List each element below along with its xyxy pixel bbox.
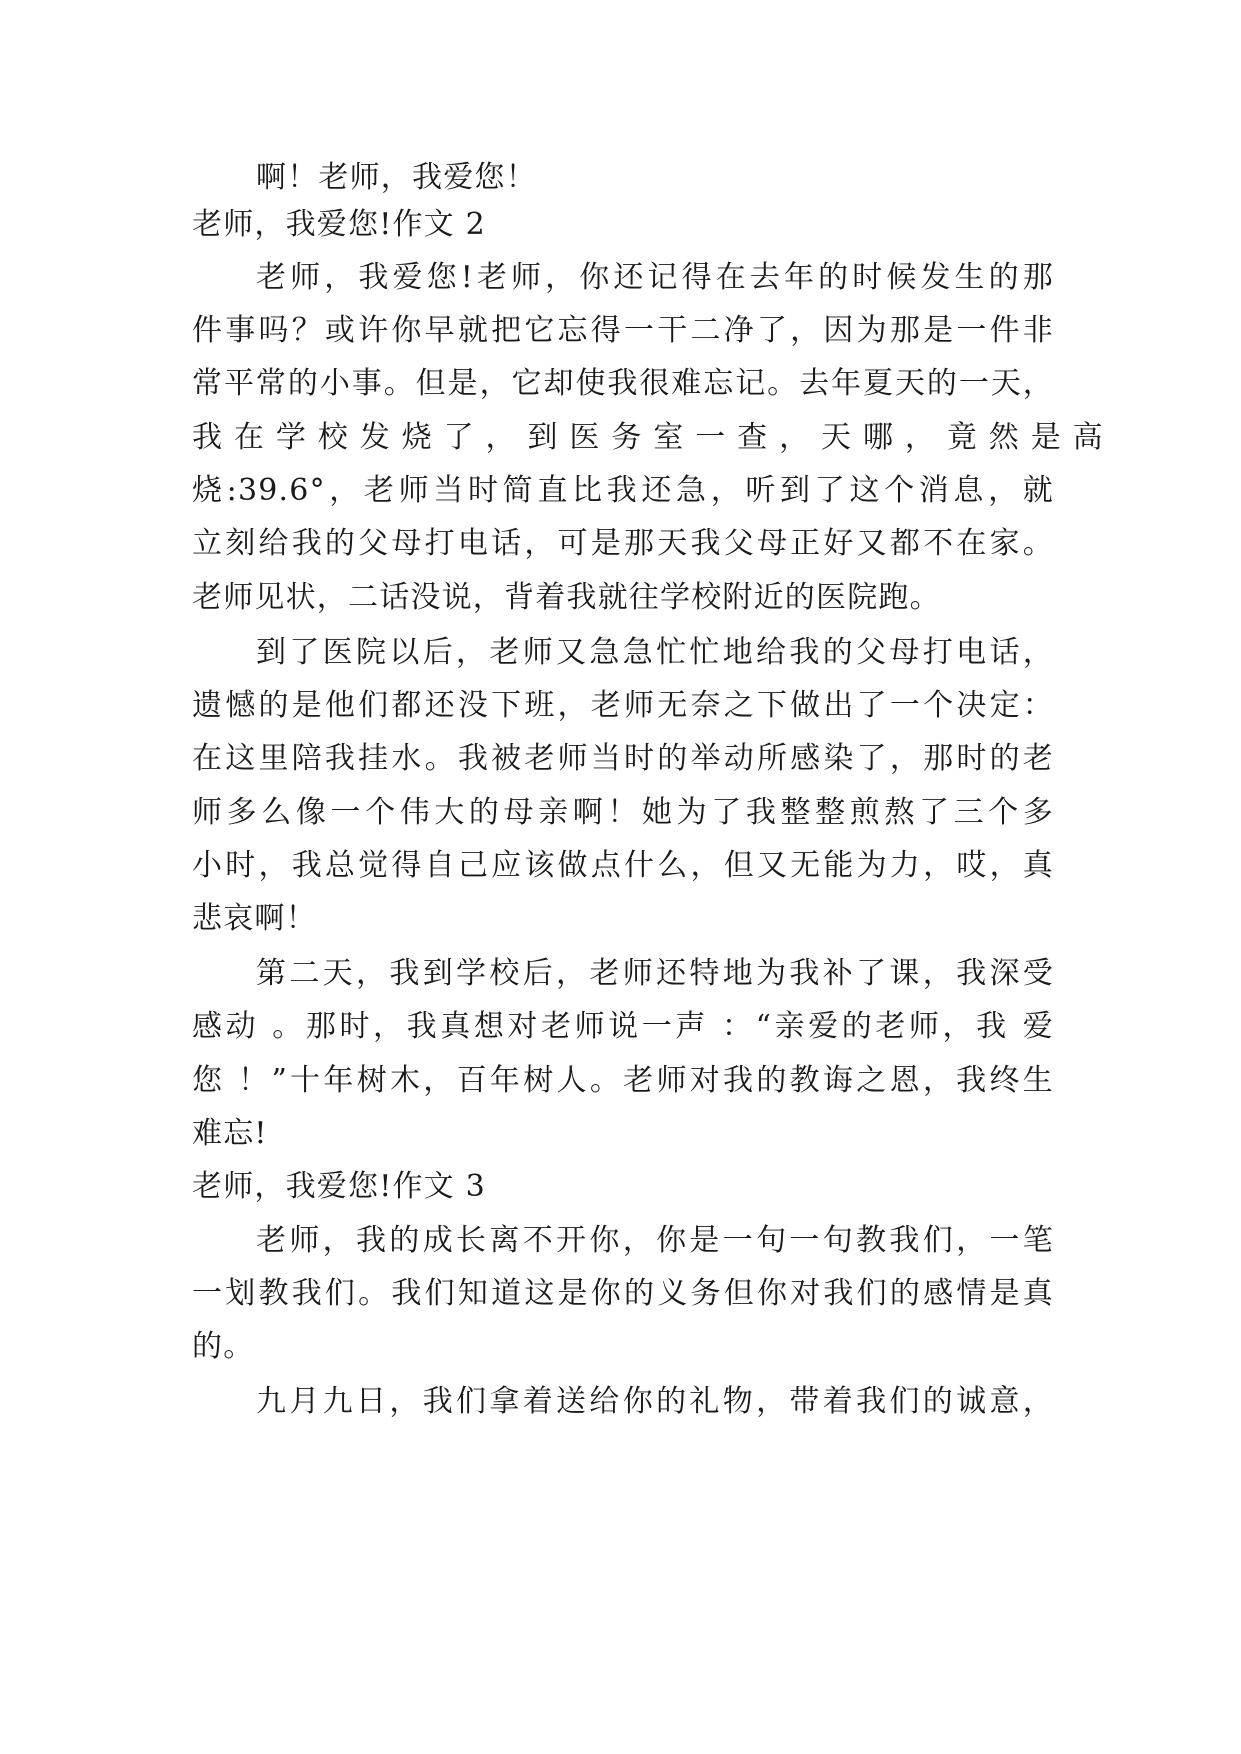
- essay-heading: 老师，我爱您!作文 2: [192, 207, 486, 242]
- paragraph-line: 立刻给我的父母打电话，可是那天我父母正好又都不在家。: [192, 526, 1054, 561]
- paragraph-line: 难忘!: [192, 1116, 268, 1151]
- paragraph-line: 老师，我的成长离不开你，你是一句一句教我们，一笔: [256, 1223, 1054, 1258]
- paragraph-line: 一划教我们。我们知道这是你的义务但你对我们的感情是真: [192, 1276, 1054, 1311]
- paragraph-line: 悲哀啊！: [192, 901, 317, 936]
- paragraph-line: 在这里陪我挂水。我被老师当时的举动所感染了，那时的老: [192, 741, 1054, 776]
- paragraph-line: 您 ！”十年树木，百年树人。老师对我的教诲之恩，我终生: [192, 1063, 1054, 1098]
- paragraph-line: 遗憾的是他们都还没下班，老师无奈之下做出了一个决定：: [192, 688, 1054, 723]
- paragraph-line: 九月九日，我们拿着送给你的礼物，带着我们的诚意，: [256, 1384, 1054, 1419]
- paragraph-line: 烧:39.6°，老师当时简直比我还急，听到了这个消息，就: [192, 473, 1054, 508]
- paragraph-line: 小时，我总觉得自己应该做点什么，但又无能为力，哎，真: [192, 848, 1054, 883]
- paragraph-line: 感动 。那时，我真想对老师说一声 ：“亲爱的老师，我 爱: [192, 1009, 1054, 1044]
- paragraph-line: 师多么像一个伟大的母亲啊！她为了我整整煎熬了三个多: [192, 795, 1054, 830]
- paragraph-line: 的。: [192, 1329, 255, 1364]
- paragraph-line: 第二天，我到学校后，老师还特地为我补了课，我深受: [256, 956, 1054, 991]
- paragraph-line: 老师，我爱您!老师，你还记得在去年的时候发生的那: [256, 260, 1054, 295]
- paragraph-line: 老师见状，二话没说，背着我就往学校附近的医院跑。: [192, 580, 941, 615]
- paragraph-line: 件事吗？或许你早就把它忘得一干二净了，因为那是一件非: [192, 313, 1054, 348]
- paragraph-line: 常平常的小事。但是，它却使我很难忘记。去年夏天的一天，: [192, 366, 1054, 401]
- paragraph-line: 啊！老师，我爱您！: [256, 160, 537, 195]
- paragraph-line: 我 在 学 校 发 烧 了 ， 到 医 务 室 一 查 ， 天 哪 ， 竟 然 是 高: [192, 420, 1104, 455]
- paragraph-line: 到了医院以后，老师又急急忙忙地给我的父母打电话，: [256, 635, 1054, 670]
- essay-heading: 老师，我爱您!作文 3: [192, 1169, 486, 1204]
